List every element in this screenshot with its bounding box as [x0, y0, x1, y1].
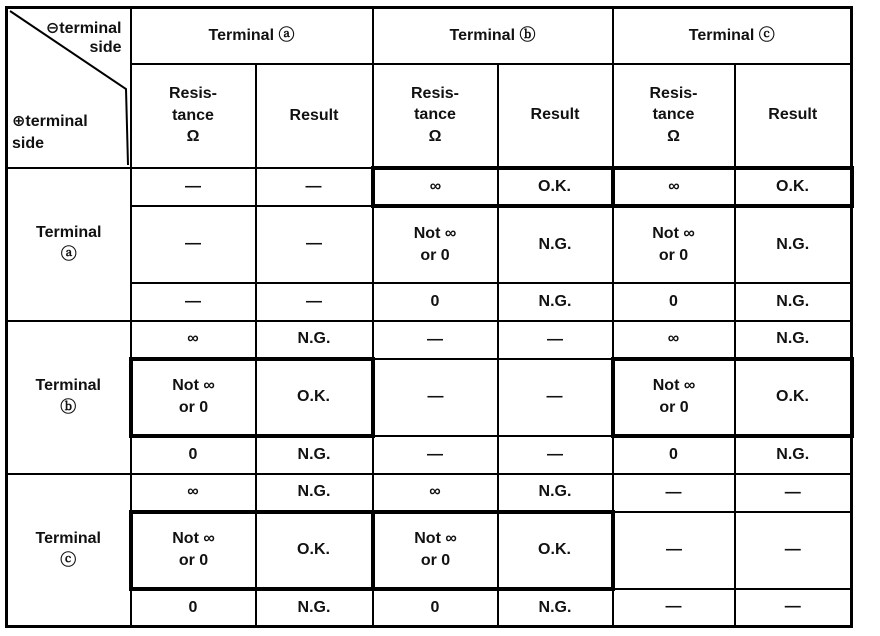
resistance-cell: —	[373, 436, 498, 474]
result-cell: N.G.	[498, 474, 613, 512]
result-cell: N.G.	[256, 589, 373, 627]
result-cell: N.G.	[735, 283, 852, 321]
resistance-cell: ∞	[373, 474, 498, 512]
corner-header-cell	[7, 8, 131, 168]
resistance-cell: ∞	[131, 474, 256, 512]
result-cell: —	[735, 589, 852, 627]
result-cell: O.K.	[256, 512, 373, 589]
resistance-cell: ∞	[613, 168, 735, 206]
table-row	[7, 589, 852, 627]
result-cell: N.G.	[735, 321, 852, 359]
column-header-terminal-c: Terminal ⓒ	[613, 8, 852, 64]
row-group-terminal-symbol: ⓒ	[60, 551, 77, 569]
result-cell: —	[256, 283, 373, 321]
positive-terminal-side-label	[12, 111, 88, 154]
positive-terminal-text: ⊕terminal	[12, 113, 88, 131]
row-group-label-text: Terminal	[36, 224, 102, 242]
resistance-line2: tance	[414, 106, 456, 124]
resistance-line1: Resis-	[649, 84, 698, 102]
resistance-cell: ∞	[131, 321, 256, 359]
resistance-cell: 0	[613, 436, 735, 474]
resistance-cell: Not ∞ or 0	[131, 359, 256, 436]
resistance-cell: —	[131, 168, 256, 206]
row-group-terminal-symbol: ⓑ	[60, 399, 77, 416]
resistance-check-table	[5, 6, 854, 628]
resistance-cell: 0	[373, 283, 498, 321]
result-cell: N.G.	[256, 436, 373, 474]
result-cell: O.K.	[498, 512, 613, 589]
row-group-label-text: Terminal	[35, 377, 101, 395]
result-cell: N.G.	[498, 206, 613, 283]
table-row	[7, 436, 852, 474]
header-row-subheaders	[7, 64, 852, 168]
header-row-terminals	[7, 8, 852, 64]
resistance-cell: 0	[613, 283, 735, 321]
resistance-cell: —	[613, 512, 735, 589]
subheader-result: Result	[735, 64, 852, 168]
result-cell: N.G.	[256, 321, 373, 359]
resistance-cell: 0	[373, 589, 498, 627]
negative-terminal-text: ⊖terminal	[45, 20, 122, 37]
resistance-cell: —	[373, 359, 498, 436]
result-cell: —	[498, 436, 613, 474]
row-group-label-text: Terminal	[35, 530, 101, 548]
resistance-cell: —	[373, 321, 498, 359]
result-cell: —	[735, 512, 852, 589]
resistance-cell: Not ∞ or 0	[613, 206, 735, 283]
result-cell: O.K.	[735, 359, 852, 436]
subheader-resistance	[131, 64, 256, 168]
subheader-resistance	[613, 64, 735, 168]
resistance-cell: 0	[131, 436, 256, 474]
result-cell: —	[256, 168, 373, 206]
resistance-cell: Not ∞ or 0	[373, 206, 498, 283]
row-group-label	[7, 168, 131, 321]
resistance-cell: —	[131, 206, 256, 283]
table-row	[7, 359, 852, 436]
row-group-terminal-symbol: ⓐ	[60, 246, 77, 263]
positive-side-text: side	[12, 134, 45, 152]
result-cell: —	[498, 359, 613, 436]
resistance-unit: Ω	[186, 128, 200, 146]
resistance-line2: tance	[172, 106, 214, 124]
table-row	[7, 168, 852, 206]
result-cell: N.G.	[735, 436, 852, 474]
resistance-table-container	[5, 6, 854, 628]
column-header-terminal-a: Terminal ⓐ	[131, 8, 373, 64]
result-cell: —	[256, 206, 373, 283]
result-cell: O.K.	[256, 359, 373, 436]
resistance-cell: —	[131, 283, 256, 321]
table-row	[7, 321, 852, 359]
resistance-cell: Not ∞ or 0	[131, 512, 256, 589]
result-cell: N.G.	[256, 474, 373, 512]
resistance-line1: Resis-	[410, 84, 460, 102]
resistance-cell: Not ∞ or 0	[613, 359, 735, 436]
resistance-cell: 0	[131, 589, 256, 627]
resistance-unit: Ω	[428, 127, 442, 145]
column-header-terminal-b: Terminal ⓑ	[373, 8, 613, 64]
resistance-cell: ∞	[613, 321, 735, 359]
negative-side-text: side	[89, 39, 122, 57]
subheader-result: Result	[256, 64, 373, 168]
result-cell: N.G.	[498, 283, 613, 321]
table-row	[7, 474, 852, 512]
resistance-unit: Ω	[667, 127, 680, 145]
result-cell: —	[498, 321, 613, 359]
resistance-cell: —	[613, 589, 735, 627]
row-group-label	[7, 321, 131, 474]
negative-terminal-side-label	[46, 19, 122, 57]
subheader-resistance	[373, 64, 498, 168]
resistance-line2: tance	[652, 106, 695, 124]
result-cell: N.G.	[735, 206, 852, 283]
resistance-line1: Resis-	[168, 85, 218, 103]
result-cell: O.K.	[735, 168, 852, 206]
result-cell: O.K.	[498, 168, 613, 206]
table-row	[7, 283, 852, 321]
resistance-cell: Not ∞ or 0	[373, 512, 498, 589]
subheader-result: Result	[498, 64, 613, 168]
resistance-cell: ∞	[373, 168, 498, 206]
resistance-cell: —	[613, 474, 735, 512]
table-row	[7, 512, 852, 589]
table-row	[7, 206, 852, 283]
result-cell: N.G.	[498, 589, 613, 627]
table-body	[7, 168, 852, 627]
row-group-label	[7, 474, 131, 627]
result-cell: —	[735, 474, 852, 512]
